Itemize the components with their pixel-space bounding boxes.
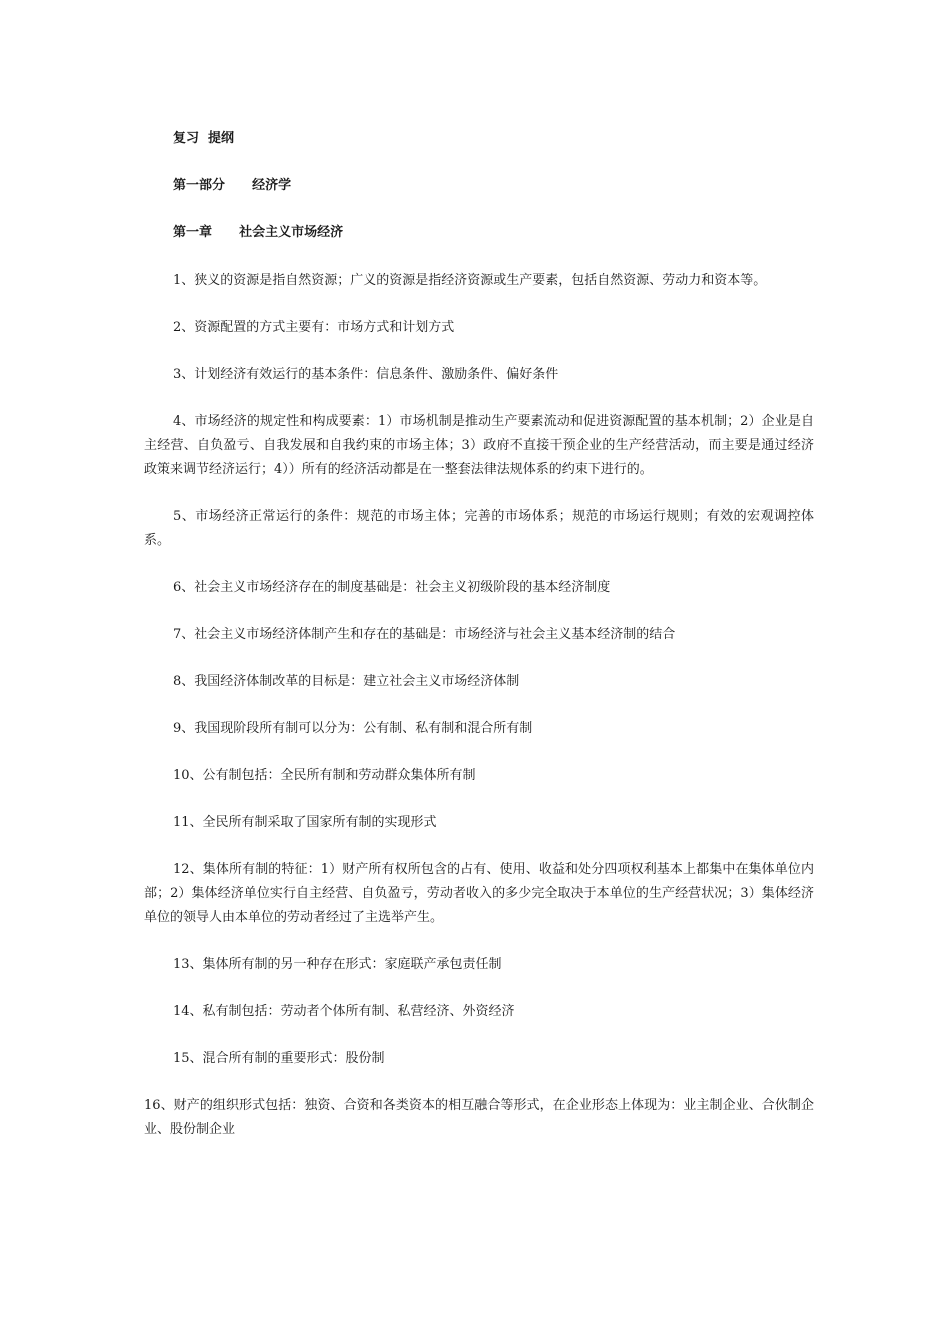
paragraph-13: 13、集体所有制的另一种存在形式：家庭联产承包责任制 bbox=[173, 957, 502, 972]
part-heading: 第一部分 经济学 bbox=[173, 178, 292, 193]
paragraph-10: 10、公有制包括：全民所有制和劳动群众集体所有制 bbox=[173, 768, 476, 783]
paragraph-6: 6、社会主义市场经济存在的制度基础是：社会主义初级阶段的基本经济制度 bbox=[173, 580, 611, 595]
chapter-heading: 第一章 社会主义市场经济 bbox=[173, 225, 344, 240]
document-title: 复习 提纲 bbox=[173, 131, 235, 146]
paragraph-8: 8、我国经济体制改革的目标是：建立社会主义市场经济体制 bbox=[173, 674, 520, 689]
paragraph-1: 1、狭义的资源是指自然资源；广义的资源是指经济资源或生产要素，包括自然资源、劳动力和资本等。 bbox=[173, 273, 767, 288]
paragraph-2: 2、资源配置的方式主要有：市场方式和计划方式 bbox=[173, 320, 455, 335]
paragraph-3: 3、计划经济有效运行的基本条件：信息条件、激励条件、偏好条件 bbox=[173, 367, 559, 382]
paragraph-15: 15、混合所有制的重要形式：股份制 bbox=[173, 1051, 385, 1066]
paragraph-7: 7、社会主义市场经济体制产生和存在的基础是：市场经济与社会主义基本经济制的结合 bbox=[173, 627, 676, 642]
paragraph-11: 11、全民所有制采取了国家所有制的实现形式 bbox=[173, 815, 437, 830]
paragraph-16: 16、财产的组织形式包括：独资、合资和各类资本的相互融合等形式，在企业形态上体现为：业主制企业、合伙制企业、股份制企业 bbox=[144, 1098, 814, 1137]
document-content bbox=[144, 128, 814, 1165]
paragraph-12: 12、集体所有制的特征：1）财产所有权所包含的占有、使用、收益和处分四项权利基本上都集中在集体单位内部；2）集体经济单位实行自主经营、自负盈亏，劳动者收入的多少完全取决于本单位的生产经营状况；3）集体经济单位的领导人由本单位的劳动者经过了主选举产生。 bbox=[144, 862, 814, 925]
paragraph-5: 5、市场经济正常运行的条件：规范的市场主体；完善的市场体系；规范的市场运行规则；有效的宏观调控体系。 bbox=[144, 509, 814, 548]
paragraph-9: 9、我国现阶段所有制可以分为：公有制、私有制和混合所有制 bbox=[173, 721, 533, 736]
paragraph-14: 14、私有制包括：劳动者个体所有制、私营经济、外资经济 bbox=[173, 1004, 515, 1019]
paragraph-4: 4、市场经济的规定性和构成要素：1）市场机制是推动生产要素流动和促进资源配置的基本机制；2）企业是自主经营、自负盈亏、自我发展和自我约束的市场主体；3）政府不直接干预企业的生产经营活动，而主要是通过经济政策来调节经济运行；4））所有的经济活动都是在一整套法律法规体系的约束下进行的。 bbox=[144, 414, 814, 477]
